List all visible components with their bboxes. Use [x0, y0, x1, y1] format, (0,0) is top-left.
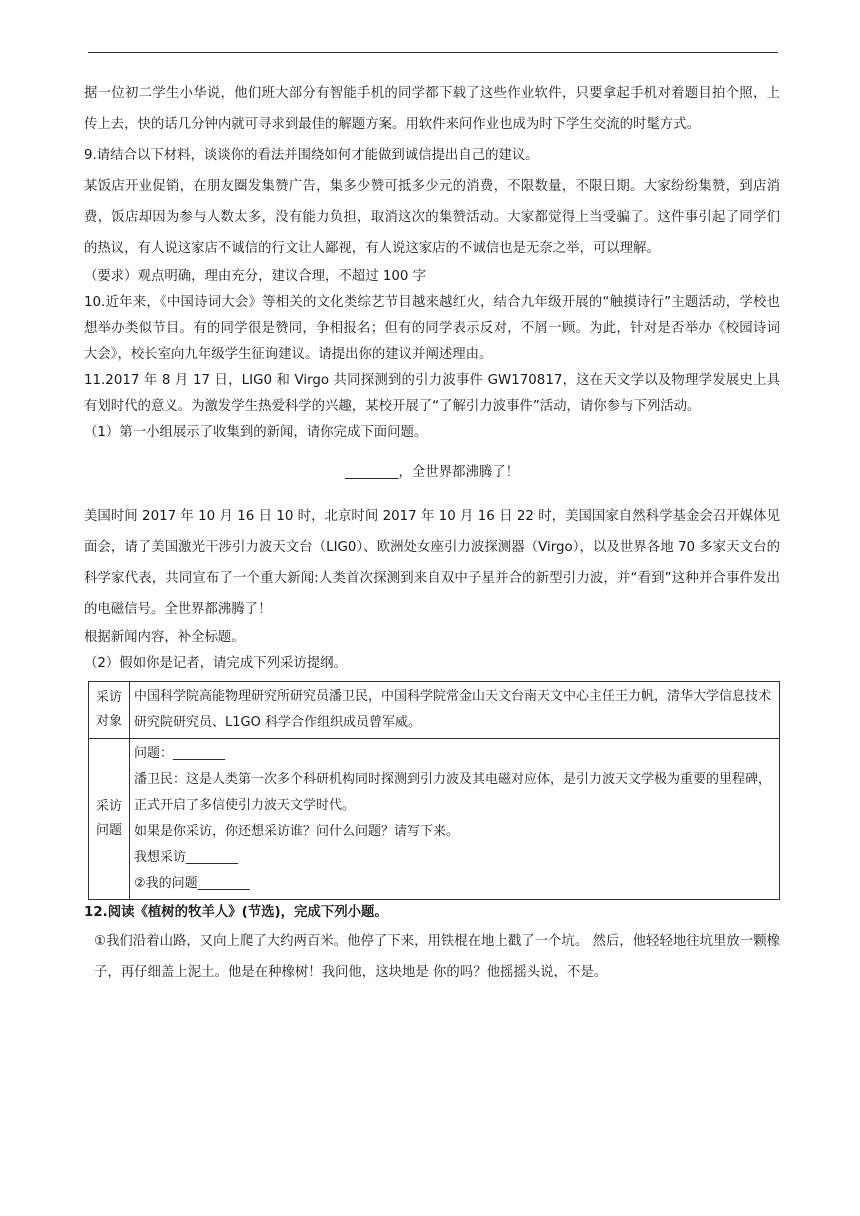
question-11: 11.2017 年 8 月 17 日，LIG0 和 Virgo 共同探测到的引力波事件 GW170817，这在天文学以及物理学发展史上具有划时代的意义。为激发学生热爱科学的兴趣，某校开展了“了解引力波事件”活动，请你参与下列活动。: [84, 373, 780, 414]
interviewee-list: 中国科学院高能物理研究所研究员潘卫民，中国科学院常金山天文台南天文中心主任王力帆，清华大学信息技术研究院研究员、L1GO 科学合作组织成员曾军威。: [130, 681, 780, 738]
news-task: 根据新闻内容，补全标题。: [84, 629, 245, 645]
question-11-part-1: （1）第一小组展示了收集到的新闻，请你完成下面问题。: [84, 425, 428, 440]
follow-up-prompt: 如果是你采访，你还想采访谁？问什么问题？请写下来。: [134, 823, 460, 839]
question-9-title: 9.请结合以下材料，谈谈你的看法并围绕如何才能做到诚信提出自己的建议。: [84, 148, 539, 163]
interviewee-blank-line: 我想采访________: [134, 849, 239, 865]
news-body: 美国时间 2017 年 10 月 16 日 10 时，北京时间 2017 年 10 月 16 日 22 时，美国国家自然科学基金会召开媒体见面会，请了美国激光干涉引力波天文台（LIG0）、欧洲处女座引力波探测器（Virgo），以及世界各地 70 多家天文台的科学家代表，共同宣布了一个重大新闻:人类首次探测到来自双中子星并合的新型引力波，并“看到”这种并合事件发出的电磁信号。全世界都沸腾了！: [84, 508, 780, 617]
question-12-title: 12.阅读《植树的牧羊人》(节选)，完成下列小题。: [84, 904, 388, 920]
table-row: [89, 738, 780, 899]
pan-weimin-answer: 潘卫民：这是人类第一次多个科研机构同时探测到引力波及其电磁对应体，是引力波天文学极为重要的里程碑，正式开启了多信使引力波天文学时代。: [134, 771, 772, 813]
interviewee-header: 采访对象: [89, 681, 130, 738]
paragraph-intro: 据一位初二学生小华说，他们班大部分有智能手机的同学都下载了这些作业软件，只要拿起手机对着题目拍个照，上传上去，快的话几分钟内就可寻求到最佳的解题方案。用软件来问作业也成为时下学生交流的时髦方式。: [84, 86, 780, 132]
document-body: [84, 78, 780, 988]
question-10: 10.近年来，《中国诗词大会》等相关的文化类综艺节目越来越红火，结合九年级开展的“触摸诗行”主题活动，学校也想举办类似节目。有的同学很是赞同，争相报名；但有的同学表示反对，不屑一顾。为此，针对是否举办《校园诗词大会》，校长室向九年级学生征询建议。请提出你的建议并阐述理由。: [84, 295, 780, 362]
question-12-paragraph-1: ①我们沿着山路，又向上爬了大约两百米。他停了下来，用铁棍在地上戳了一个坑。 然后，他轻轻地往坑里放一颗橡子，再仔细盖上泥土。他是在种橡树！我问他，这块地是 你的吗？他摇摇头说，不是。: [94, 933, 780, 980]
interview-question-cell: [130, 738, 780, 899]
news-headline: ________，全世界都沸腾了！: [344, 465, 520, 481]
interview-outline-table: [88, 681, 780, 900]
interview-question-header: 采访问题: [89, 738, 130, 899]
question-9-material: 某饭店开业促销，在朋友圈发集赞广告，集多少赞可抵多少元的消费，不限数量，不限日期。大家纷纷集赞，到店消费，饭店却因为参与人数太多，没有能力负担，取消这次的集赞活动。大家都觉得上当受骗了。这件事引起了同学们的热议，有人说这家店不诚信的行文让人鄙视，有人说这家店的不诚信也是无奈之举，可以理解。: [84, 179, 780, 256]
table-row: [89, 681, 780, 738]
question-11-part-2: （2）假如你是记者，请完成下列采访提纲。: [84, 655, 347, 671]
my-question-blank-line: ②我的问题________: [134, 875, 250, 891]
question-9-requirement: （要求）观点明确，理由充分，建议合理，不超过 100 字: [84, 269, 427, 284]
header-rule: [88, 52, 778, 53]
question-blank-line: 问题：________: [134, 745, 226, 761]
